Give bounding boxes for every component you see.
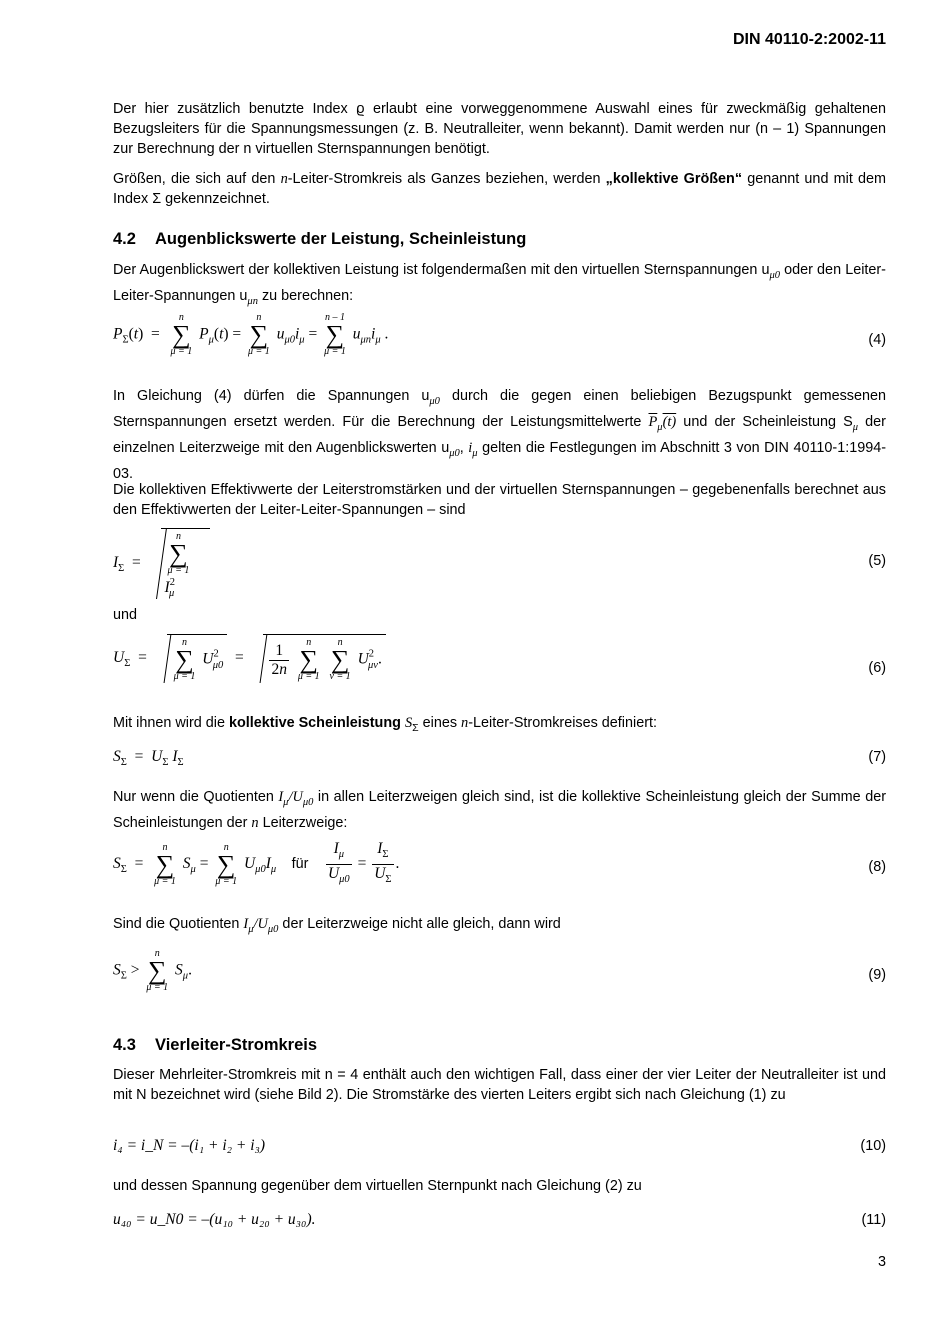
paragraph-equation-4-notes: In Gleichung (4) dürfen die Spannungen $u_{\mu 0}$ durch die gegen einen beliebigen Bezugspunkt gemessenen Sternspannungen ersetzt werden. Für die Berechnung der Leistungsmittelwerte $\overline{P}_\mu(t)$ und der Scheinleistung $S_\mu$ der einzelnen Leiterzweige mit den Augenblickswerten $u_{\mu 0}$, $i_\mu$ gelten die Festlegungen im Abschnitt 3 von DIN 40110-1:1994-03. xyxy=(113,388,887,482)
equation-number-5: (5) xyxy=(868,553,886,569)
equation-number-9: (9) xyxy=(868,967,886,983)
paragraph-instantaneous-power: Der Augenblickswert der kollektiven Leistung ist folgendermaßen mit den virtuellen Sternspannungen $u_{\mu 0}$ oder den Leiter-Leiter-Spannungen $u_{\mu n}$ zu berechnen: xyxy=(113,262,886,307)
equation-number-6: (6) xyxy=(868,660,886,676)
bold-term-collective-quantities: „kollektive Größen“ xyxy=(605,171,743,187)
equation-number-10: (10) xyxy=(860,1138,886,1154)
equation-number-8: (8) xyxy=(868,859,886,875)
section-heading-4-2: 4.2 Augenblickswerte der Leistung, Scheinleistung xyxy=(113,230,527,248)
equation-4: $P_\Sigma(t)$ = n ∑ μ = 1 $P_\mu(t)$ = n ∑ μ = 1 $u_{\mu 0}i_\mu$ = n – 1 ∑ μ = 1 $u_{\mu n}i_\mu$ . xyxy=(113,312,389,357)
equation-number-11: (11) xyxy=(861,1212,886,1228)
paragraph-collective-apparent-power: Mit ihnen wird die kollektive Scheinleistung $S_\Sigma$ eines n-Leiter-Stromkreises definiert: xyxy=(113,715,657,734)
page-number: 3 xyxy=(877,1254,886,1270)
paragraph-voltage-star-point: und dessen Spannung gegenüber dem virtuellen Sternpunkt nach Gleichung (2) zu xyxy=(113,1178,642,1194)
equation-number-7: (7) xyxy=(868,749,886,765)
paragraph-reference-index: Der hier zusätzlich benutzte Index ϱ erlaubt eine vorweggenommene Auswahl eines für zweckmäßig gehaltenen Bezugsleiters für die Spannungsmessungen (z. B. Neutralleiter, wenn bekannt). Damit werden nur (n – 1) Spannungen zur Berechnung der n virtuellen Sternspannungen benötigt. xyxy=(113,101,886,157)
equation-7: $S_\Sigma = U_\Sigma$ $I_\Sigma$ xyxy=(113,748,184,768)
equation-9: $S_\Sigma$ > n ∑ μ = 1 $S_\mu$. xyxy=(113,948,192,993)
paragraph-und: und xyxy=(113,607,138,623)
section-heading-4-3: 4.3 Vierleiter-Stromkreis xyxy=(113,1036,318,1054)
equation-11: u₄₀ = u_N0 = –(u₁₀ + u₂₀ + u₃₀). xyxy=(113,1211,316,1228)
equation-6: $U_\Sigma$ = n ∑ μ = 1 $U^2_{\mu 0}$ = $\frac{1}{2n}$ n ∑ μ = 1 n ∑ ν = 1 $U^2_{\mu\nu}$. xyxy=(113,634,386,683)
equation-10: i₄ = i_N = –(i₁ + i₂ + i₃) xyxy=(113,1137,266,1154)
paragraph-quotient-equal: Nur wenn die Quotienten $I_\mu/U_{\mu 0}$ in allen Leiterzweigen gleich sind, ist die kollektive Scheinleistung gleich der Summe der Scheinleistungen der n Leiterzweige: xyxy=(113,789,886,831)
paragraph-collective-rms: Die kollektiven Effektivwerte der Leiterstromstärken und der virtuellen Sternspannungen – gegebenenfalls berechnet aus den Effektivwerten der Leiter-Leiter-Spannungen – sind xyxy=(113,482,886,518)
paragraph-collective-quantities: Größen, die sich auf den n-Leiter-Stromkreis als Ganzes beziehen, werden „kollektive Größen“ genannt und mit dem Index Σ gekennzeichnet. xyxy=(113,171,887,207)
paragraph-quotient-unequal: Sind die Quotienten $I_\mu/U_{\mu 0}$ der Leiterzweige nicht alle gleich, dann wird xyxy=(113,916,561,935)
document-id-header: DIN 40110-2:2002-11 xyxy=(733,31,886,48)
equation-number-4: (4) xyxy=(868,332,886,348)
paragraph-four-wire-circuit: Dieser Mehrleiter-Stromkreis mit n = 4 enthält auch den wichtigen Fall, dass einer der vier Leiter der Neutralleiter ist und mit N bezeichnet wird (siehe Bild 2). Die Stromstärke des vierten Leiters ergibt sich nach Gleichung (1) zu xyxy=(113,1067,886,1103)
equation-5: $I_\Sigma$ = n ∑ μ = 1 $I^2_\mu$ xyxy=(113,528,210,599)
equation-8: $S_\Sigma$ = n ∑ μ = 1 $S_\mu$ = n ∑ μ = 1 $U_{\mu 0}I_\mu$ für $\frac{I_\mu}{U_{\mu 0}}$ = $\frac{I_\Sigma}{U_\Sigma}$ . xyxy=(113,840,400,887)
bold-term-collective-apparent-power: kollektive Scheinleistung xyxy=(228,715,401,731)
